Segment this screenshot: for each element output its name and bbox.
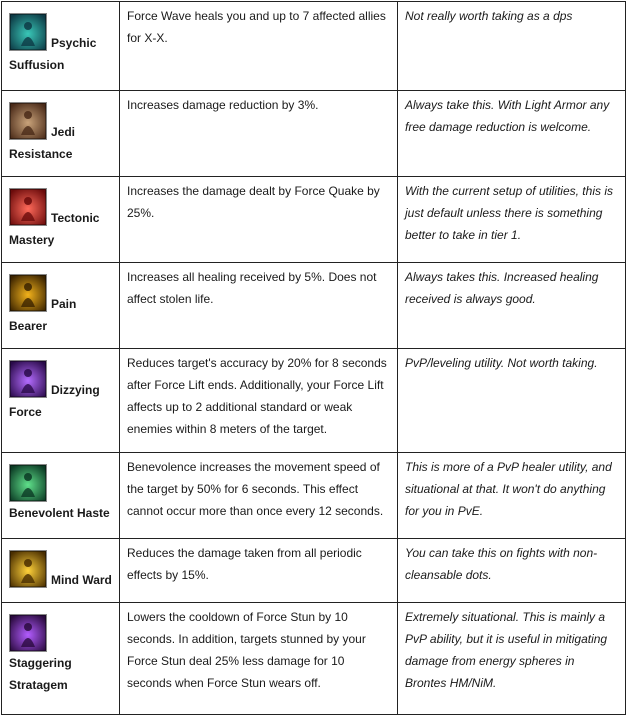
pain-bearer-icon bbox=[9, 274, 47, 312]
utility-note: Always take this. With Light Armor any free damage reduction is welcome. bbox=[398, 91, 626, 177]
utility-name-line2: Mastery bbox=[9, 233, 55, 247]
utility-name-line1: Tectonic bbox=[51, 211, 100, 225]
utility-note: Extremely situational. This is mainly a PvP ability, but it is useful in mitigating damage from energy spheres in Brontes HM/NiM. bbox=[398, 603, 626, 715]
tectonic-mastery-icon-graphic bbox=[10, 189, 46, 225]
benevolent-haste-icon bbox=[9, 464, 47, 502]
utility-name-cell bbox=[2, 91, 120, 177]
dizzying-force-icon-graphic bbox=[10, 361, 46, 397]
mind-ward-icon bbox=[9, 550, 47, 588]
utility-name-cell bbox=[2, 2, 120, 91]
utility-name-line1: Psychic bbox=[51, 36, 97, 50]
utility-name-line1: Jedi bbox=[51, 125, 76, 139]
dizzying-force-icon bbox=[9, 360, 47, 398]
utility-note: You can take this on fights with non-cleansable dots. bbox=[398, 539, 626, 603]
table-row bbox=[2, 91, 626, 177]
table-row bbox=[2, 539, 626, 603]
benevolent-haste-icon-graphic bbox=[10, 465, 46, 501]
utility-name-wrap bbox=[9, 180, 113, 251]
utilities-table bbox=[1, 1, 626, 715]
utility-description: Increases all healing received by 5%. Does not affect stolen life. bbox=[120, 263, 398, 349]
table-row bbox=[2, 349, 626, 453]
utility-name-wrap bbox=[9, 606, 113, 696]
utility-note: PvP/leveling utility. Not worth taking. bbox=[398, 349, 626, 453]
jedi-resistance-icon bbox=[9, 102, 47, 140]
table-row bbox=[2, 603, 626, 715]
staggering-stratagem-icon bbox=[9, 614, 47, 652]
utility-name-cell bbox=[2, 539, 120, 603]
utility-name-wrap bbox=[9, 456, 113, 524]
utility-name-line2: Benevolent Haste bbox=[9, 506, 110, 520]
utility-name-line1: Pain bbox=[51, 297, 77, 311]
utility-note: This is more of a PvP healer utility, and situational at that. It won't do anything for you in PvE. bbox=[398, 453, 626, 539]
utility-description: Benevolence increases the movement speed of the target by 50% for 6 seconds. This effect cannot occur more than once every 12 seconds. bbox=[120, 453, 398, 539]
utility-note: With the current setup of utilities, this is just default unless there is something better to take in tier 1. bbox=[398, 177, 626, 263]
utility-name-cell bbox=[2, 453, 120, 539]
utilities-table-body bbox=[2, 2, 626, 715]
utility-description: Increases the damage dealt by Force Quake by 25%. bbox=[120, 177, 398, 263]
mind-ward-icon-graphic bbox=[10, 551, 46, 587]
utility-description: Increases damage reduction by 3%. bbox=[120, 91, 398, 177]
utility-description: Lowers the cooldown of Force Stun by 10 seconds. In addition, targets stunned by your Force Stun deal 25% less damage for 10 seconds when Force Stun wears off. bbox=[120, 603, 398, 715]
staggering-stratagem-icon-graphic bbox=[10, 615, 46, 651]
utility-description: Reduces the damage taken from all periodic effects by 15%. bbox=[120, 539, 398, 603]
utility-name-wrap bbox=[9, 5, 113, 76]
table-row bbox=[2, 453, 626, 539]
utility-name-line2: Force bbox=[9, 405, 42, 419]
utility-description: Force Wave heals you and up to 7 affected allies for X-X. bbox=[120, 2, 398, 91]
utility-name-line1: Mind Ward bbox=[51, 573, 112, 587]
utility-name-line2: Bearer bbox=[9, 319, 48, 333]
table-row bbox=[2, 177, 626, 263]
tectonic-mastery-icon bbox=[9, 188, 47, 226]
jedi-resistance-icon-graphic bbox=[10, 103, 46, 139]
pain-bearer-icon-graphic bbox=[10, 275, 46, 311]
utility-name-line2: Resistance bbox=[9, 147, 73, 161]
utility-name-line2: Suffusion bbox=[9, 58, 65, 72]
utility-description: Reduces target's accuracy by 20% for 8 seconds after Force Lift ends. Additionally, your Force Lift affects up to 2 additional standard or weak enemies within 8 meters of the target. bbox=[120, 349, 398, 453]
psychic-suffusion-icon bbox=[9, 13, 47, 51]
utility-name-wrap bbox=[9, 542, 113, 591]
utility-name-cell bbox=[2, 263, 120, 349]
utility-name-wrap bbox=[9, 352, 113, 423]
utility-name-cell bbox=[2, 603, 120, 715]
utility-name-line2: Staggering Stratagem bbox=[9, 656, 72, 692]
table-row bbox=[2, 2, 626, 91]
utility-name-line1: Dizzying bbox=[51, 383, 100, 397]
table-row bbox=[2, 263, 626, 349]
utility-name-cell bbox=[2, 177, 120, 263]
utility-note: Not really worth taking as a dps bbox=[398, 2, 626, 91]
utility-name-wrap bbox=[9, 94, 113, 165]
utility-name-cell bbox=[2, 349, 120, 453]
utility-note: Always takes this. Increased healing received is always good. bbox=[398, 263, 626, 349]
utility-name-wrap bbox=[9, 266, 113, 337]
psychic-suffusion-icon-graphic bbox=[10, 14, 46, 50]
